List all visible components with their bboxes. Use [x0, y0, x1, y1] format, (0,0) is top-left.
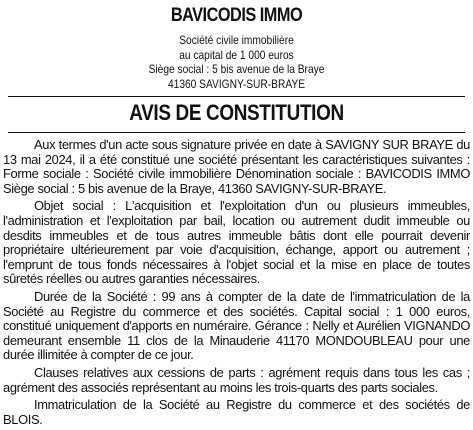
company-capital: au capital de 1 000 euros	[179, 48, 294, 62]
paragraph-registration: Immatriculation de la Société au Registre du commerce et des sociétés de BLOIS.	[3, 397, 470, 427]
divider-top	[8, 96, 465, 97]
company-postcode-city: 41360 SAVIGNY-SUR-BRAYE	[167, 77, 306, 91]
company-registered-office: Siège social : 5 bis avenue de la Braye	[148, 63, 325, 76]
paragraph-incorporation: Aux termes d'un acte sous signature privée en date à SAVIGNY SUR BRAYE du 13 mai 2024, il a été constitué une société présentant les caractéristiques suivantes : Forme sociale : Société civile immobilière Dénomination sociale : BAVICODIS IMMO Siège social : 5 bis avenue de la Braye, 41360 SAVIGNY-SUR-BRAYE.	[3, 137, 470, 196]
paragraph-share-transfer-clauses: Clauses relatives aux cessions de parts : agrément requis dans tous les cas ; agrément des associés représentant au moins les trois-quarts des parts sociales.	[3, 364, 470, 395]
paragraph-corporate-purpose: Objet social : L'acquisition et l'exploitation d'un ou plusieurs immeubles, l'administration et l'exploitation par bail, location ou autrement dudit immeuble ou desdits immeubles et de tous autres immeuble bâtis dont elle pourrait devenir propriétaire ultérieurement par voie d'acquisition, échange, apport ou autrement ; l'emprunt de tous fonds nécessaires à l'objet social et la mise en place de toutes sûretés réelles ou autres garanties nécessaires.	[3, 198, 470, 287]
company-details	[0, 34, 473, 92]
notice-title: AVIS DE CONSTITUTION	[129, 100, 344, 125]
notice-body	[3, 138, 470, 430]
company-name: BAVICODIS IMMO	[170, 5, 303, 26]
paragraph-duration-capital-management: Durée de la Société : 99 ans à compter de la date de l'immatriculation de la Société au Registre du commerce et des sociétés. Capital social : 1 000 euros, constitué uniquement d'apports en numéraire. Gérance : Nelly et Aurélien VIGNANDO demeurant ensemble 11 clos de la Minauderie 41170 MONDOUBLEAU pour une durée illimitée à compter de ce jour.	[3, 288, 470, 363]
company-legal-form: Société civile immobilière	[179, 34, 294, 47]
divider-under-title	[8, 132, 465, 133]
